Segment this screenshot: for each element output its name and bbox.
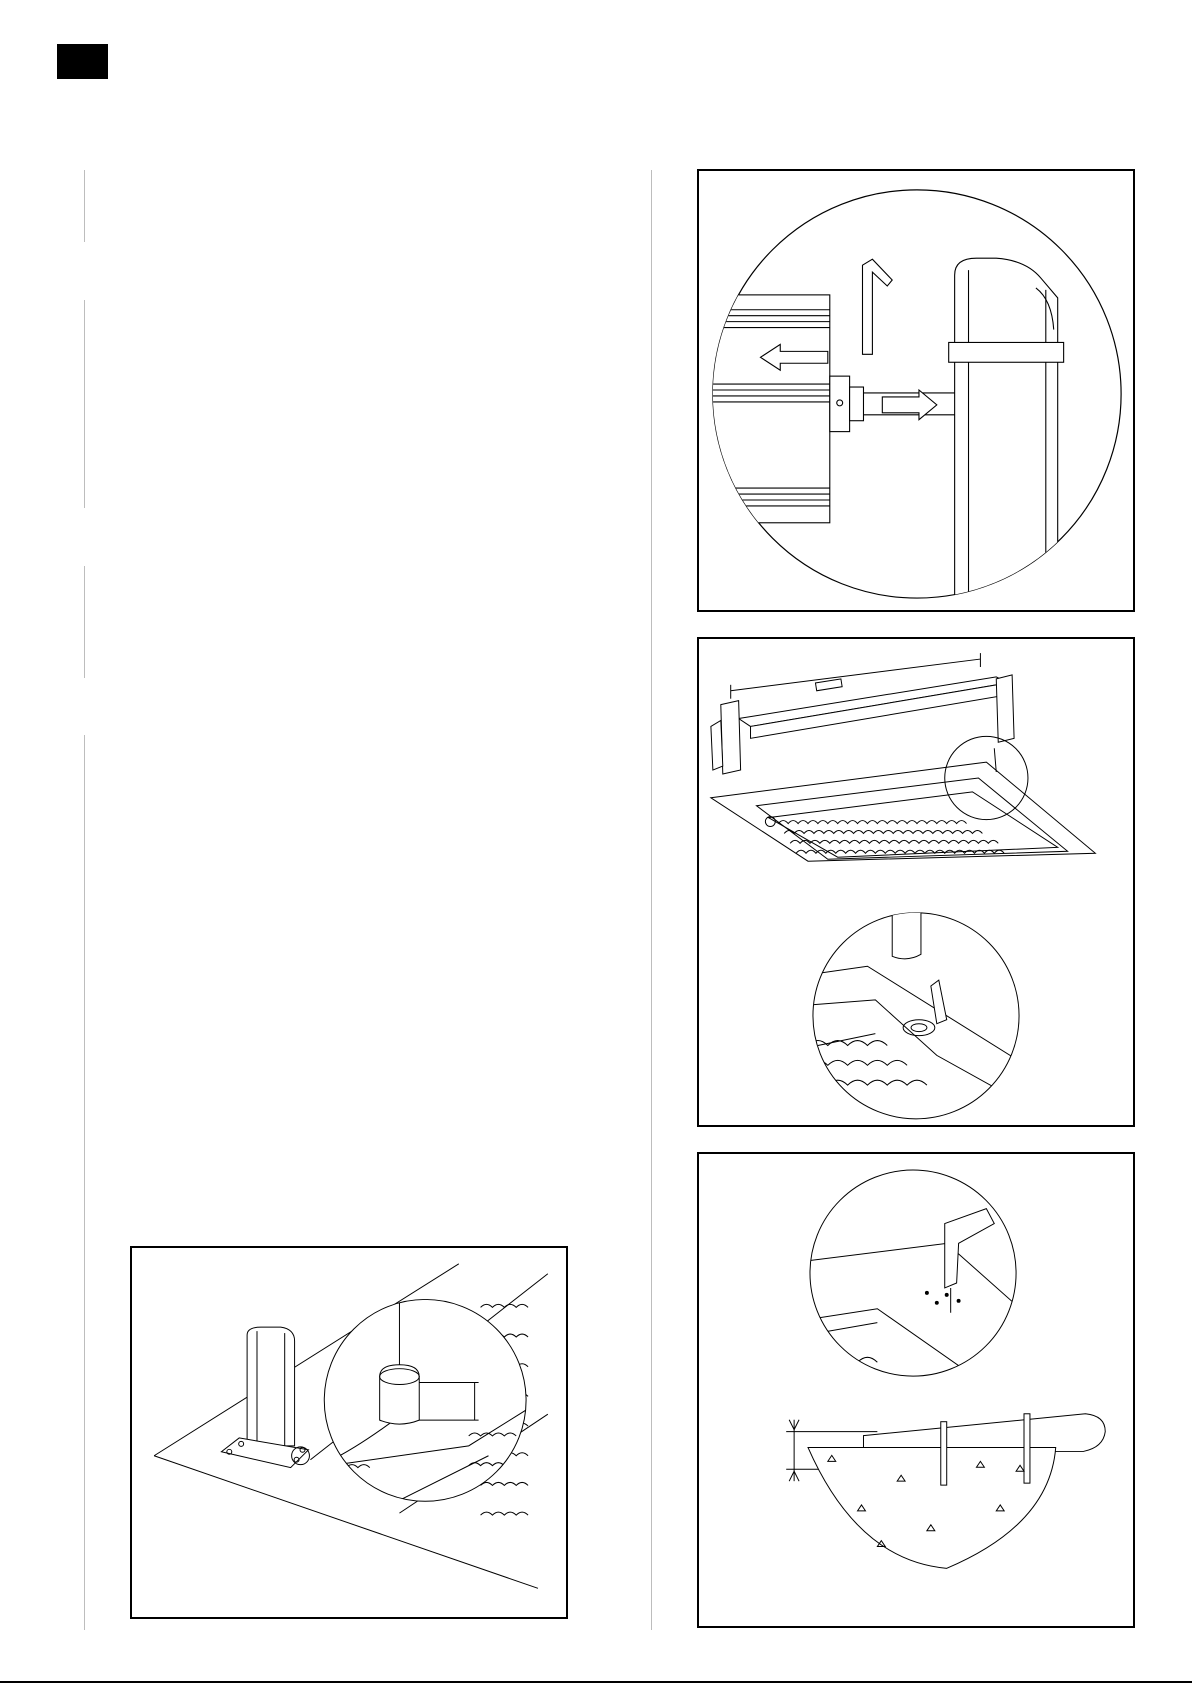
margin-rule-3: [84, 566, 85, 678]
figure-rail-removal: [697, 169, 1135, 612]
margin-rule-1: [84, 170, 85, 242]
post-base-plate-detail-illustration: [132, 1248, 566, 1617]
figure-post-base: [130, 1246, 568, 1619]
hex-key-rail-removal-illustration: [699, 171, 1133, 610]
margin-rule-4: [84, 735, 85, 1630]
fence-panel-on-pool-deck-illustration: [699, 639, 1133, 1125]
figure-drill-holes: [697, 1152, 1135, 1628]
column-divider: [651, 170, 652, 1630]
margin-rule-2: [84, 300, 85, 508]
bottom-rule: [0, 1681, 1192, 1683]
figure-fence-position: [697, 637, 1135, 1127]
drill-and-anchor-depth-illustration: [699, 1154, 1133, 1626]
page-number-tab: [57, 44, 108, 79]
